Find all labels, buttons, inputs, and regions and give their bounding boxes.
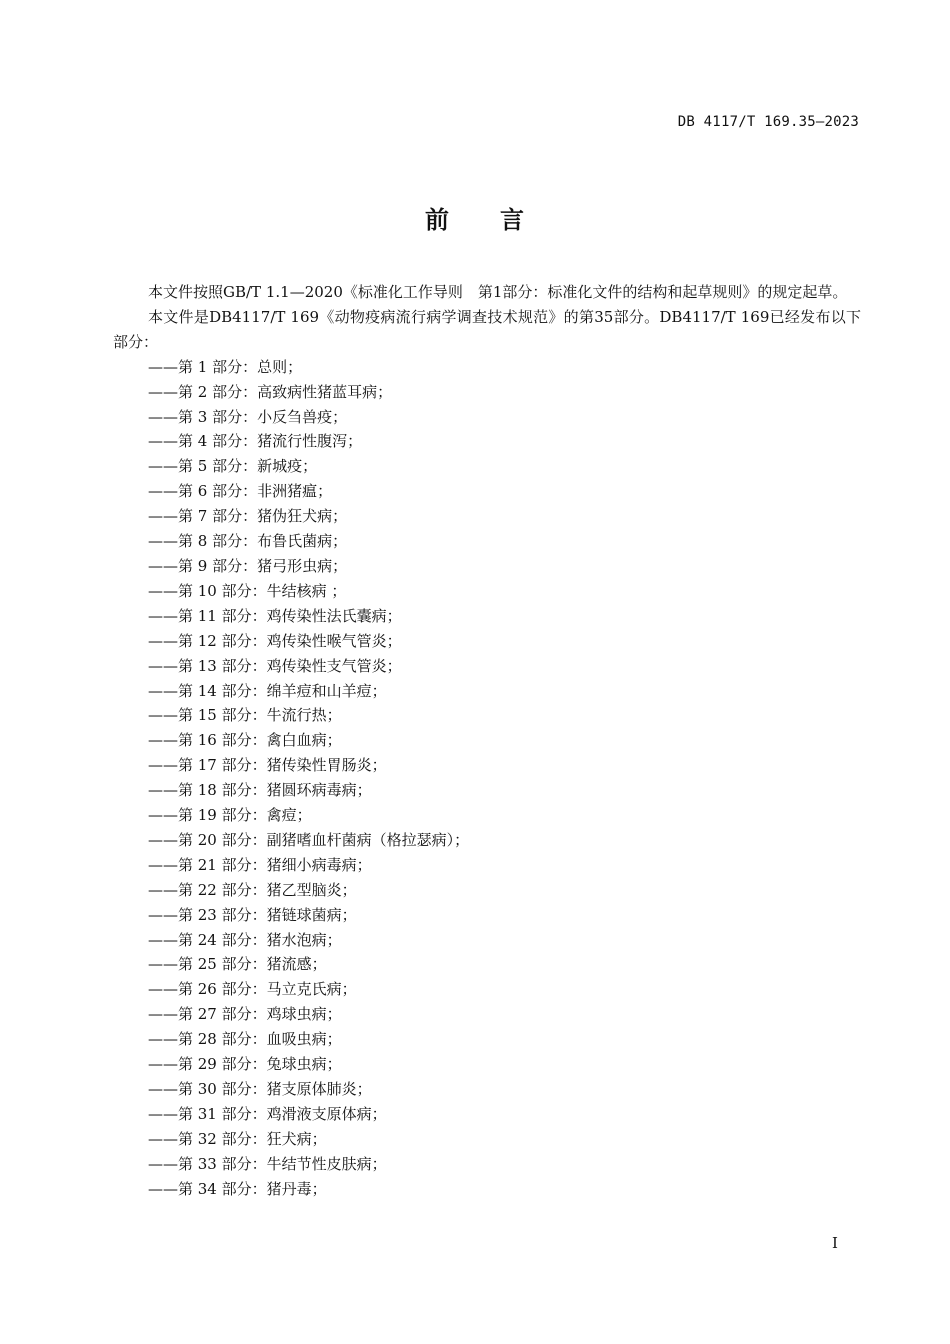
part-item: ——第 14 部分：绵羊痘和山羊痘； <box>148 681 387 700</box>
part-item: ——第 18 部分：猪圆环病毒病； <box>148 781 372 800</box>
document-code: DB 4117/T 169.35—2023 <box>677 114 859 130</box>
part-item: ——第 8 部分：布鲁氏菌病； <box>148 532 348 551</box>
part-item: ——第 5 部分：新城疫； <box>148 457 318 476</box>
part-item: ——第 24 部分：猪水泡病； <box>148 930 342 949</box>
part-item: ——第 20 部分：副猪嗜血杆菌病（格拉瑟病）； <box>148 830 470 849</box>
part-item: ——第 16 部分：禽白血病； <box>148 731 342 750</box>
page-title: 前 言 <box>425 206 525 234</box>
part-item: ——第 17 部分：猪传染性胃肠炎； <box>148 756 387 775</box>
part-item: ——第 28 部分：血吸虫病； <box>148 1030 342 1049</box>
part-item: ——第 12 部分：鸡传染性喉气管炎； <box>148 631 402 650</box>
part-item: ——第 34 部分：猪丹毒； <box>148 1179 327 1198</box>
part-item: ——第 22 部分：猪乙型脑炎； <box>148 880 357 899</box>
part-item: ——第 3 部分：小反刍兽疫； <box>148 407 348 426</box>
part-item: ——第 25 部分：猪流感； <box>148 955 327 974</box>
part-item: ——第 13 部分：鸡传染性支气管炎； <box>148 656 402 675</box>
part-item: ——第 32 部分：狂犬病； <box>148 1129 327 1148</box>
part-item: ——第 6 部分：非洲猪瘟； <box>148 482 333 501</box>
part-item: ——第 7 部分：猪伪狂犬病； <box>148 507 348 526</box>
part-item: ——第 27 部分：鸡球虫病； <box>148 1005 342 1024</box>
part-item: ——第 4 部分：猪流行性腹泻； <box>148 432 363 451</box>
part-item: ——第 26 部分：马立克氏病； <box>148 980 357 999</box>
part-item: ——第 31 部分：鸡滑液支原体病； <box>148 1104 387 1123</box>
document-body <box>113 280 861 1202</box>
paragraph-drafting-rules: 本文件按照GB/T 1.1—2020《标准化工作导则 第1部分：标准化文件的结构和起草规则》的规定起草。 <box>148 283 848 301</box>
part-item: ——第 1 部分：总则； <box>148 357 303 376</box>
part-item: ——第 23 部分：猪链球菌病； <box>148 905 357 924</box>
part-item: ——第 33 部分：牛结节性皮肤病； <box>148 1154 387 1173</box>
part-item: ——第 15 部分：牛流行热； <box>148 706 342 725</box>
paragraph-series-intro: 本文件是DB4117/T 169《动物疫病流行病学调查技术规范》的第35部分。DB4117/T 169已经发布以下部分： <box>113 307 861 351</box>
page-number: I <box>832 1234 838 1252</box>
part-item: ——第 19 部分：禽痘； <box>148 806 312 825</box>
part-item: ——第 2 部分：高致病性猪蓝耳病； <box>148 382 393 401</box>
part-item: ——第 11 部分：鸡传染性法氏囊病； <box>148 606 402 625</box>
part-item: ——第 9 部分：猪弓形虫病； <box>148 556 348 575</box>
part-item: ——第 29 部分：兔球虫病； <box>148 1055 342 1074</box>
part-item: ——第 10 部分：牛结核病 ； <box>148 581 347 600</box>
part-item: ——第 21 部分：猪细小病毒病； <box>148 855 372 874</box>
published-parts-list <box>113 355 861 1202</box>
part-item: ——第 30 部分：猪支原体肺炎； <box>148 1080 372 1098</box>
